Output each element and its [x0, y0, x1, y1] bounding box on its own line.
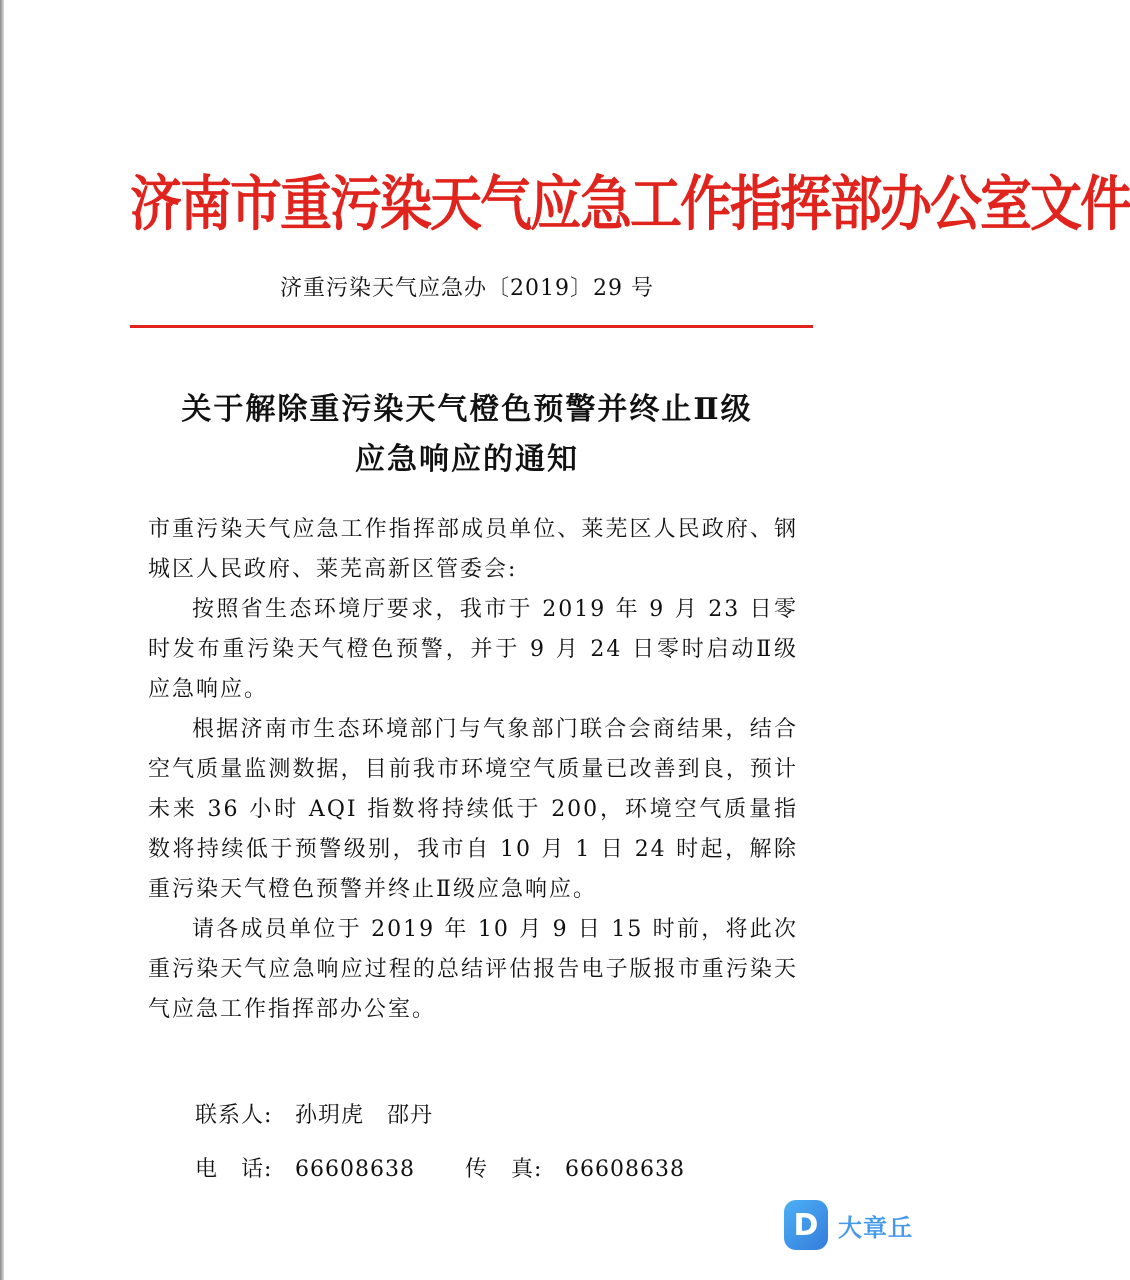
fax-value: 66608638 — [564, 1157, 685, 1182]
fax-label: 传 真: — [464, 1157, 543, 1182]
d-logo-icon: D — [784, 1200, 828, 1250]
watermark — [784, 1197, 913, 1253]
notice-title-line1: 关于解除重污染天气橙色预警并终止Ⅱ级 — [181, 392, 753, 427]
notice-title — [100, 385, 834, 485]
contact-label: 联系人: — [195, 1103, 273, 1128]
phone-fax-line — [195, 1150, 795, 1204]
body-paragraph-1: 按照省生态环境厅要求，我市于 2019 年 9 月 23 日零时发布重污染天气橙色预警，并于 9 月 24 日零时启动Ⅱ级应急响应。 — [148, 597, 798, 702]
addressee: 市重污染天气应急工作指挥部成员单位、莱芜区人民政府、钢城区人民政府、莱芜高新区管委会: — [148, 517, 798, 582]
red-divider-line — [130, 325, 813, 328]
letterhead-title: 济南市重污染天气应急工作指挥部办公室文件 — [130, 170, 1130, 240]
body-paragraph-2: 根据济南市生态环境部门与气象部门联合会商结果，结合空气质量监测数据，目前我市环境空气质量已改善到良，预计未来 36 小时 AQI 指数将持续低于 200，环境空气质量指数将持续低于预警级别，我市自 10 月 1 日 24 时起，解除重污染天气橙色预警并终止Ⅱ级应急响应。 — [148, 717, 798, 902]
page-left-edge — [0, 0, 4, 1280]
document-number: 济重污染天气应急办〔2019〕29 号 — [280, 276, 654, 301]
contact-names: 孙玥虎 邵丹 — [295, 1103, 434, 1128]
contact-person-line — [195, 1096, 795, 1150]
phone-value: 66608638 — [295, 1157, 415, 1182]
body-paragraph-3: 请各成员单位于 2019 年 10 月 9 日 15 时前，将此次重污染天气应急响应过程的总结评估报告电子版报市重污染天气应急工作指挥部办公室。 — [148, 917, 798, 1022]
notice-body — [148, 510, 798, 1030]
contact-block — [195, 1096, 795, 1204]
watermark-text: 大章丘 — [838, 1213, 913, 1242]
notice-title-line2: 应急响应的通知 — [355, 442, 579, 477]
phone-label: 电 话: — [195, 1157, 273, 1182]
